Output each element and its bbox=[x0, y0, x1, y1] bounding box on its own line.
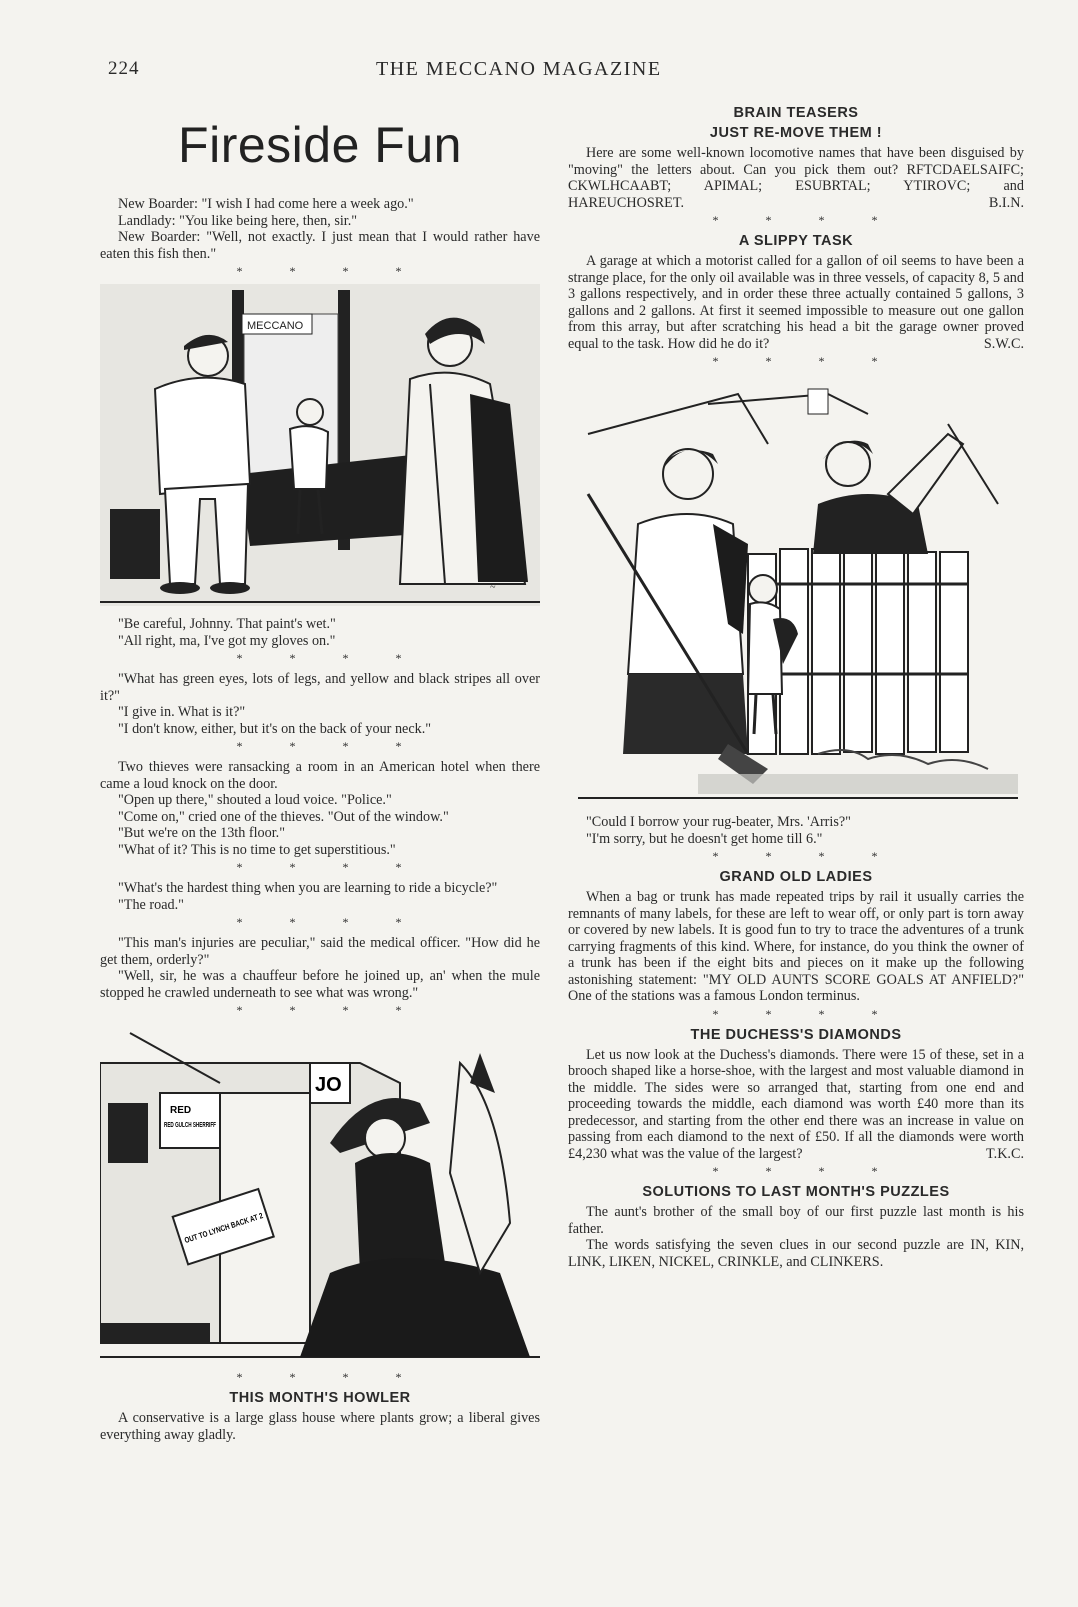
puzzle-credit: S.W.C. bbox=[983, 335, 1024, 352]
howler-title: THIS MONTH'S HOWLER bbox=[229, 1390, 411, 1406]
joke-line: "Come on," cried one of the thieves. "Out of the window." bbox=[118, 808, 449, 825]
joke-line: "Open up there," shouted a loud voice. "Police." bbox=[118, 792, 392, 808]
cartoon3-caption bbox=[568, 814, 1024, 847]
cartoon-meccano-shop bbox=[100, 284, 540, 606]
brain-teasers-title: BRAIN TEASERS bbox=[733, 105, 859, 121]
solution-text: The words satisfying the seven clues in our second puzzle are IN, KIN, LINK, LIKEN, NICKEL, CRINKLE, and CLINKERS. bbox=[568, 1237, 1024, 1270]
separator-stars: * * * * bbox=[236, 1003, 424, 1017]
joke-line: "What of it? This is no time to get superstitious." bbox=[118, 841, 396, 858]
puzzle-title-re-move: JUST RE-MOVE THEM ! bbox=[709, 125, 883, 141]
separator-stars: * * * * bbox=[236, 264, 424, 278]
joke-thieves bbox=[100, 759, 540, 858]
separator-stars: * * * * bbox=[236, 860, 424, 874]
caption-line: "All right, ma, I've got my gloves on." bbox=[118, 632, 336, 649]
cartoon-rug-beater bbox=[568, 374, 1024, 804]
solutions-title: SOLUTIONS TO LAST MONTH'S PUZZLES bbox=[642, 1184, 950, 1200]
joke-line: New Boarder: "I wish I had come here a week ago." bbox=[118, 196, 414, 212]
jo-sign-text: JO bbox=[315, 1074, 342, 1096]
solution-text: The aunt's brother of the small boy of our first puzzle last month is his father. bbox=[568, 1204, 1024, 1237]
separator-stars: * * * * bbox=[236, 915, 424, 929]
shop-sign-text: MECCANO bbox=[247, 320, 304, 332]
notice-sign-text: OUT TO LYNCH BACK AT 2 bbox=[183, 1204, 285, 1246]
puzzle-body: A garage at which a motorist called for a gallon of oil seems to have been a strange place, for the only oil available was in three vessels, of capacity 8, 5 and 3 gallons respectively, and in order these three actually contained 5 gallons, 3 gallons and 2 gallons. At first it seemed impossible to measure out one gallon from this array, but after scratching his head a bit the garage owner proved equal to the task. How did he do it? bbox=[568, 253, 1024, 352]
separator-stars: * * * * bbox=[712, 354, 900, 368]
page-number: 224 bbox=[108, 58, 140, 79]
puzzle-text-duchess-diamonds bbox=[568, 1047, 1024, 1163]
svg-text:~: ~ bbox=[490, 582, 496, 593]
joke-line: "I don't know, either, but it's on the back of your neck." bbox=[118, 720, 432, 737]
cartoon-sheriff-cowboy bbox=[100, 1023, 540, 1361]
separator-stars: * * * * bbox=[236, 739, 424, 753]
joke-line: Two thieves were ransacking a room in an American hotel when there came a loud knock on the door. bbox=[100, 759, 540, 792]
section-title-fireside-fun: Fireside Fun bbox=[178, 117, 462, 173]
left-column bbox=[100, 108, 540, 1443]
joke-line: "The road." bbox=[118, 896, 184, 913]
puzzle-text-slippy-task bbox=[568, 253, 1024, 352]
joke-line: New Boarder: "Well, not exactly. I just mean that I would rather have eaten this fish then." bbox=[100, 229, 540, 262]
puzzle-title-grand-old-ladies: GRAND OLD LADIES bbox=[719, 869, 873, 885]
joke-injuries bbox=[100, 935, 540, 1001]
joke-line: "What has green eyes, lots of legs, and yellow and black stripes all over it?" bbox=[100, 671, 540, 704]
joke-line: "Well, sir, he was a chauffeur before he joined up, an' when the mule stopped he crawled underneath to see what was wrong." bbox=[100, 968, 540, 1001]
joke-line: "What's the hardest thing when you are learning to ride a bicycle?" bbox=[118, 880, 498, 896]
puzzle-body: Let us now look at the Duchess's diamonds. There were 15 of these, set in a brooch shaped like a horse-shoe, with the largest and most valuable diamond in the middle. The sides were so arranged that, starting from one end and proceeding towards the middle, each diamond was worth £40 more than its predecessor, and starting from the other end there was an increase in value on passing from each diamond to the next of £50. If all the diamonds were worth £4,230 what was the value of the largest? bbox=[568, 1046, 1024, 1162]
caption-line: "Be careful, Johnny. That paint's wet." bbox=[118, 616, 336, 632]
separator-stars: * * * * bbox=[236, 651, 424, 665]
separator-stars: * * * * bbox=[712, 849, 900, 863]
shop-sign-text: RED GULCH SHERRIFF bbox=[164, 1122, 217, 1129]
caption-line: "Could I borrow your rug-beater, Mrs. 'Arris?" bbox=[586, 814, 851, 830]
cartoon1-caption bbox=[100, 616, 540, 649]
puzzle-text-re-move bbox=[568, 145, 1024, 211]
joke-green-eyes bbox=[100, 671, 540, 737]
joke-line: Landlady: "You like being here, then, sir." bbox=[118, 212, 358, 229]
joke-line: "I give in. What is it?" bbox=[118, 704, 246, 720]
puzzle-credit: T.K.C. bbox=[986, 1145, 1024, 1162]
joke-line: "This man's injuries are peculiar," said the medical officer. "How did he get them, orderly?" bbox=[100, 935, 540, 968]
puzzle-body: Here are some well-known locomotive names that have been disguised by "moving" the letters about. Can you pick them out? RFTCDAELSAIFC; CKWLHCAABT; APIMAL; ESUBRTAL; YTIROVC; and HAREUCHOSRET. bbox=[568, 145, 1024, 211]
page-header bbox=[108, 58, 1008, 88]
svg-text:RED: RED bbox=[170, 1105, 192, 1116]
joke-line: "But we're on the 13th floor." bbox=[118, 825, 286, 841]
separator-stars: * * * * bbox=[712, 1164, 900, 1178]
puzzle-title-slippy-task: A SLIPPY TASK bbox=[738, 233, 854, 249]
joke-bicycle bbox=[100, 880, 540, 913]
howler-text: A conservative is a large glass house where plants grow; a liberal gives everything away gladly. bbox=[100, 1410, 540, 1443]
right-column bbox=[568, 105, 1024, 1270]
joke-boarder bbox=[100, 196, 540, 262]
puzzle-title-duchess-diamonds: THE DUCHESS'S DIAMONDS bbox=[690, 1026, 902, 1043]
puzzle-credit: B.I.N. bbox=[988, 194, 1024, 211]
magazine-title: THE MECCANO MAGAZINE bbox=[376, 58, 662, 80]
separator-stars: * * * * bbox=[712, 213, 900, 227]
separator-stars: * * * * bbox=[712, 1006, 900, 1021]
caption-line: "I'm sorry, but he doesn't get home till 6." bbox=[586, 830, 823, 847]
puzzle-text-grand-old-ladies: When a bag or trunk has made repeated trips by rail it usually carries the remnants of many labels, for these are left to wear off, or only part is torn away or covered by new labels. It is good fun to try to trace the adventures of a trunk carrying fragments of this kind. Where, for instance, do you think the owner of a trunk has been if the eight bits and pieces on it make up the following astonishing statement: "MY OLD AUNTS SCORE GOALS AT ANFIELD?" One of the stations was a famous London terminus. bbox=[568, 889, 1024, 1004]
separator-stars: * * * * bbox=[236, 1370, 424, 1384]
